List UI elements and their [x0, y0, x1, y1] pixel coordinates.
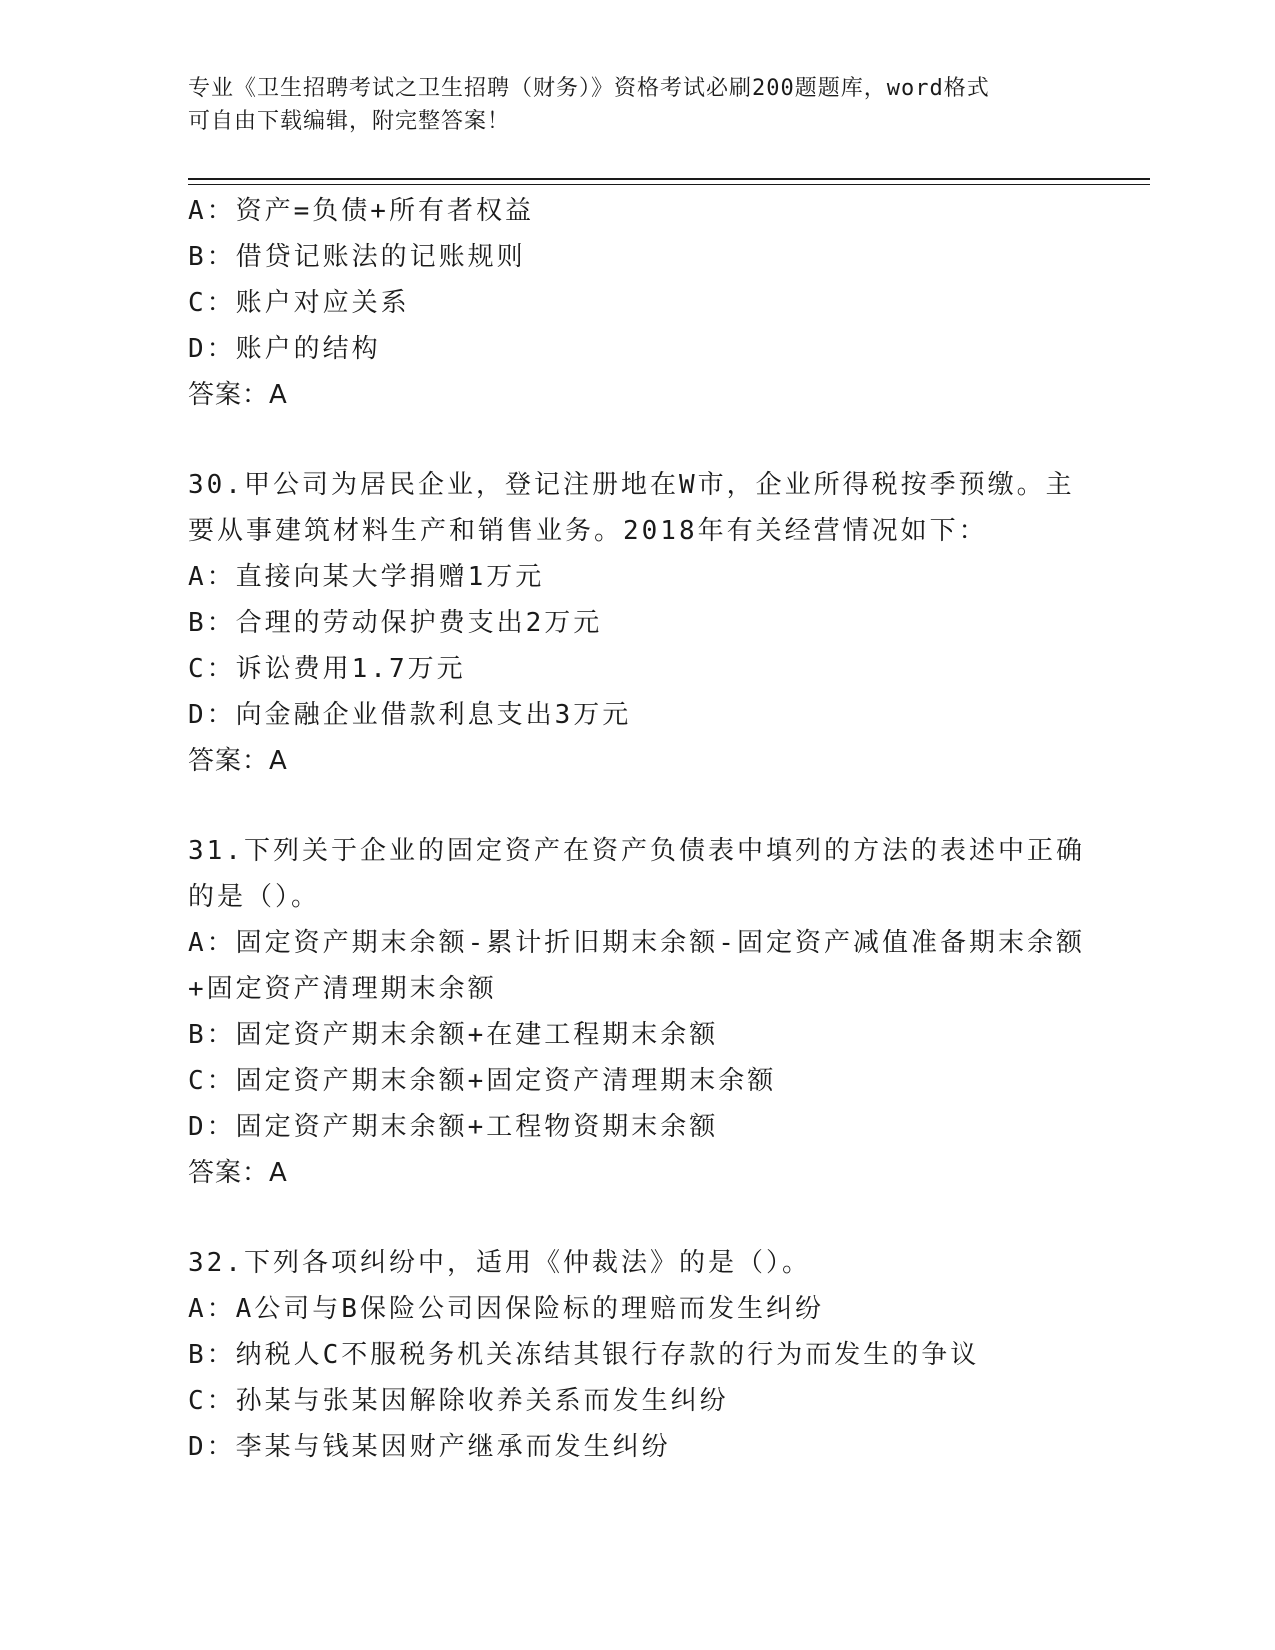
- question-block-30: [188, 462, 1088, 784]
- option-a-continued: +固定资产清理期末余额: [188, 974, 497, 1004]
- question-block-29: [188, 188, 1088, 418]
- option-c: C：诉讼费用1.7万元: [188, 654, 466, 684]
- option-b: B：借贷记账法的记账规则: [188, 242, 526, 272]
- option-c: C：孙某与张某因解除收养关系而发生纠纷: [188, 1386, 729, 1416]
- option-b: B：固定资产期末余额+在建工程期末余额: [188, 1020, 719, 1050]
- question-stem-line: 30.甲公司为居民企业，登记注册地在W市，企业所得税按季预缴。主: [188, 470, 1075, 500]
- option-d: D：向金融企业借款利息支出3万元: [188, 700, 632, 730]
- option-d: D：李某与钱某因财产继承而发生纠纷: [188, 1432, 671, 1462]
- option-d: D：固定资产期末余额+工程物资期末余额: [188, 1112, 719, 1142]
- option-a: A：A公司与B保险公司因保险标的理赔而发生纠纷: [188, 1294, 824, 1324]
- option-a: A：直接向某大学捐赠1万元: [188, 562, 545, 592]
- option-c: C：固定资产期末余额+固定资产清理期末余额: [188, 1066, 777, 1096]
- question-stem-line: 31.下列关于企业的固定资产在资产负债表中填列的方法的表述中正确: [188, 836, 1085, 866]
- answer-line: 答案：A: [188, 746, 288, 776]
- option-d: D：账户的结构: [188, 334, 381, 364]
- option-b: B：合理的劳动保护费支出2万元: [188, 608, 603, 638]
- header-line-1: 专业《卫生招聘考试之卫生招聘（财务）》资格考试必刷200题题库，word格式: [188, 76, 990, 101]
- header-divider-thin: [188, 184, 1150, 185]
- answer-line: 答案：A: [188, 380, 288, 410]
- header-divider-thick: [188, 178, 1150, 180]
- option-c: C：账户对应关系: [188, 288, 410, 318]
- answer-line: 答案：A: [188, 1158, 288, 1188]
- question-stem-line: 的是（）。: [188, 882, 321, 912]
- option-a: A：资产=负债+所有者权益: [188, 196, 534, 226]
- option-a: A：固定资产期末余额-累计折旧期末余额-固定资产减值准备期末余额: [188, 928, 1085, 958]
- question-list: [188, 188, 1088, 1470]
- option-b: B：纳税人C不服税务机关冻结其银行存款的行为而发生的争议: [188, 1340, 980, 1370]
- question-stem-line: 要从事建筑材料生产和销售业务。2018年有关经营情况如下：: [188, 516, 988, 546]
- question-stem-line: 32.下列各项纠纷中，适用《仲裁法》的是（）。: [188, 1248, 811, 1278]
- document-header: [188, 72, 1068, 138]
- question-block-32: [188, 1240, 1088, 1470]
- question-block-31: [188, 828, 1088, 1196]
- header-line-2: 可自由下载编辑，附完整答案！: [188, 109, 511, 134]
